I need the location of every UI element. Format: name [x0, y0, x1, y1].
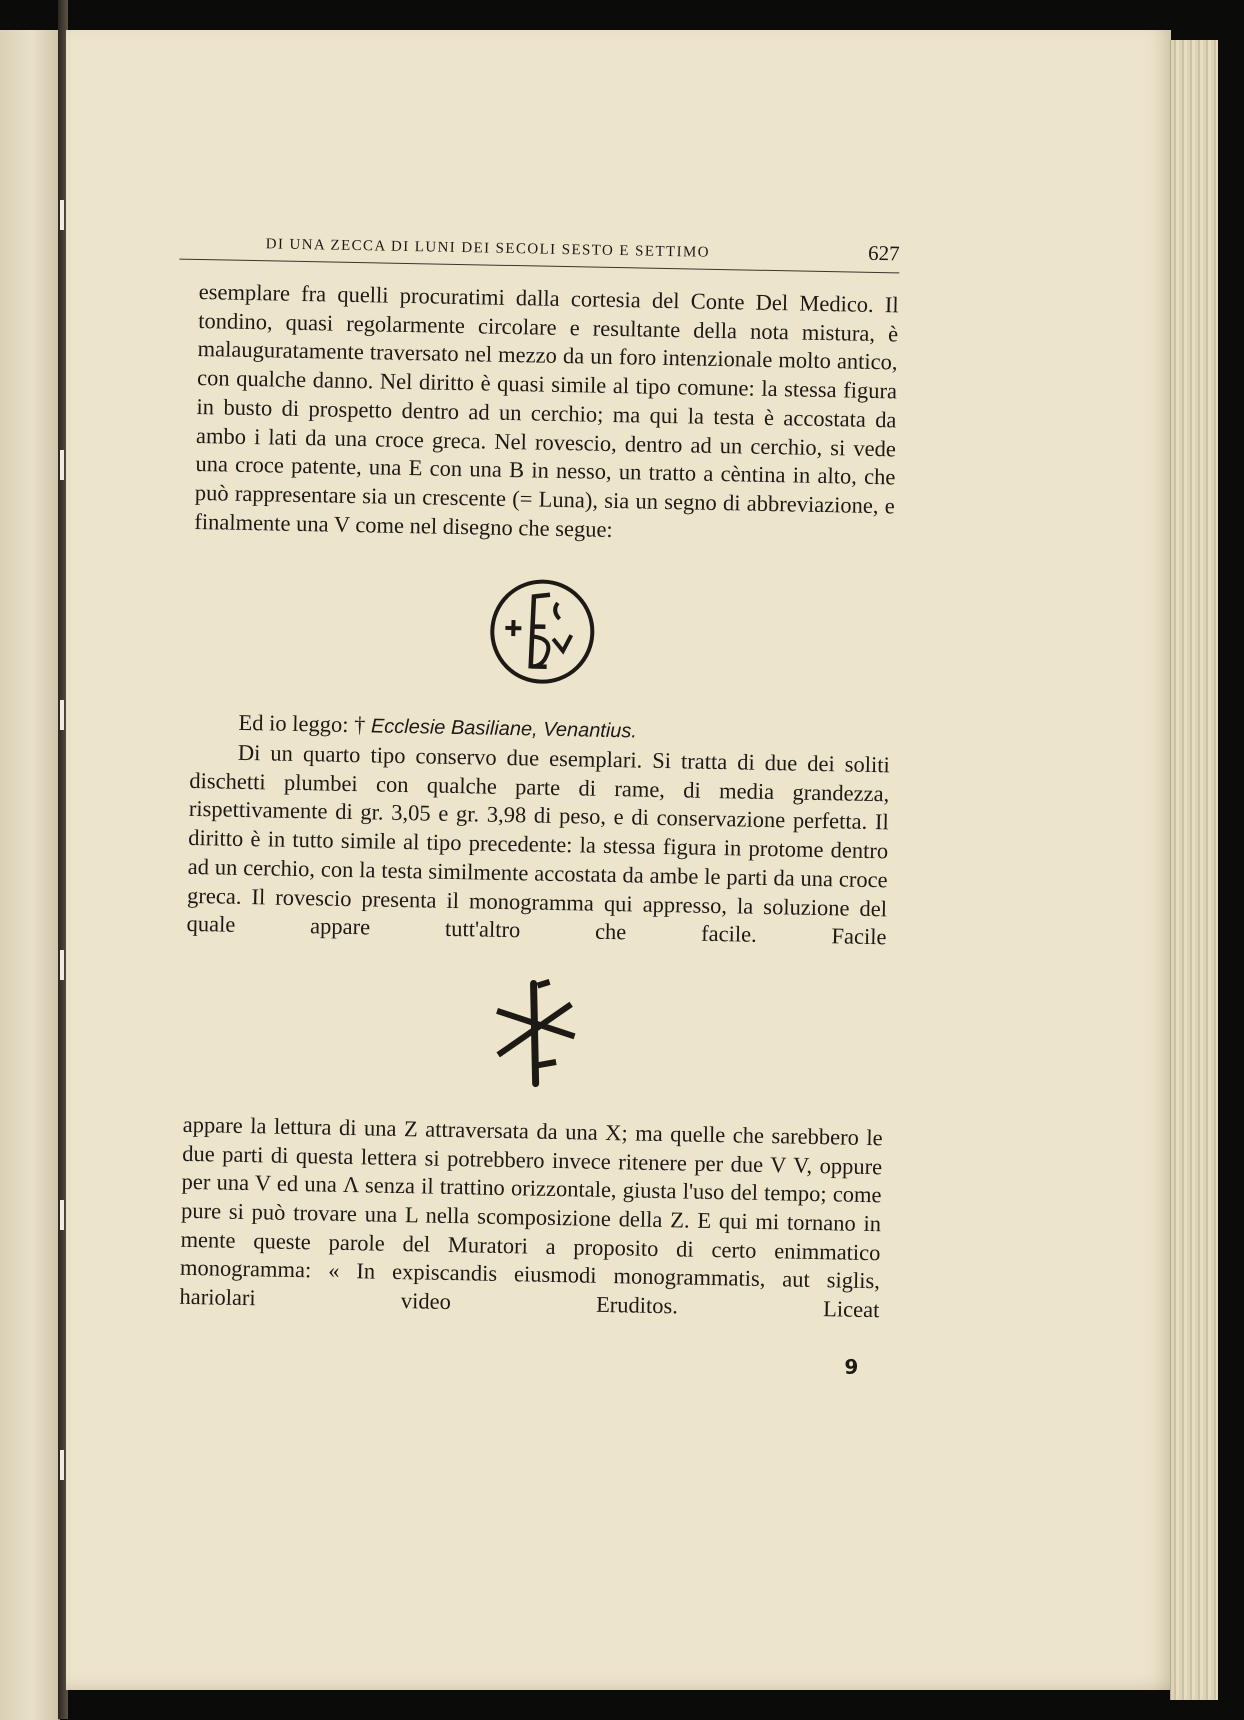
- page-stack-edge: [1170, 40, 1218, 1700]
- paragraph-3: Di un quarto tipo conservo due esemplari. Si tratta di due dei soliti dischetti plumbei con qualche parte di rame, di media grandezza, rispettivamente di gr. 3,05 e gr. 3,98 di peso, e di conservazione perfetta. Il diritto è in tutto simile al tipo precedente: la stessa figura in protome dentro ad un cerchio, con la testa similmente accostata da ambe le parti da una croce greca. Il rovescio presenta il monogramma qui appresso, la soluzione del quale appare tutt'altro che facile. Facile: [186, 739, 891, 950]
- monogram-drawing-icon: [483, 973, 585, 1095]
- binding-stitch: [60, 450, 64, 480]
- text-block: [178, 228, 900, 1379]
- coin-reverse-drawing-icon: [486, 576, 598, 688]
- binding-stitch: [60, 950, 64, 980]
- binding-stitch: [60, 1200, 64, 1230]
- paragraph-4: appare la lettura di una Z attraversata da una X; ma quelle che sarebbero le due parti di questa lettera si potrebbero invece ritenere per due V V, oppure per una V ed una Λ senza il trattino orizzontale, giusta l'uso del tempo; come pure si può trovare una L nella scomposizione della Z. E qui mi tornano in mente queste parole del Muratori a proposito di certo enimmatico monogramma: « In expiscandis eiusmodi monogrammatis, aut siglis, hariolari video Eruditos. Liceat: [179, 1111, 883, 1323]
- running-head-title: DI UNA ZECCA DI LUNI DEI SECOLI SESTO E SETTIMO: [265, 236, 711, 261]
- binding-stitch: [60, 700, 64, 730]
- binding-stitch: [60, 200, 64, 230]
- signature-mark: 9: [844, 1354, 859, 1379]
- paragraph-2-reading: Ecclesie Basiliane, Venantius.: [370, 715, 638, 743]
- paragraph-1: esemplare fra quelli procuratimi dalla cortesia del Conte Del Medico. Il tondino, quasi regolarmente circolare e resultante della nota mistura, è malauguratamente traversato nel mezzo da un foro intenzionale molto antico, con qualche danno. Nel diritto è quasi simile al tipo comune: la stessa figura in busto di prospetto dentro ad un cerchio; ma qui la testa è accostata da ambo i lati da una croce greca. Nel rovescio, dentro ad un cerchio, si vede una croce patente, una E con una B in nesso, un tratto a cèntina in alto, che può rappresentare sia un crescente (= Luna), sia un segno di abbreviazione, e finalmente una V come nel disegno che segue:: [194, 278, 899, 542]
- paragraph-2-lead: Ed io leggo: †: [238, 710, 372, 738]
- page-number: 627: [867, 240, 900, 266]
- previous-page-edge: [0, 30, 60, 1720]
- binding-stitch: [60, 1450, 64, 1480]
